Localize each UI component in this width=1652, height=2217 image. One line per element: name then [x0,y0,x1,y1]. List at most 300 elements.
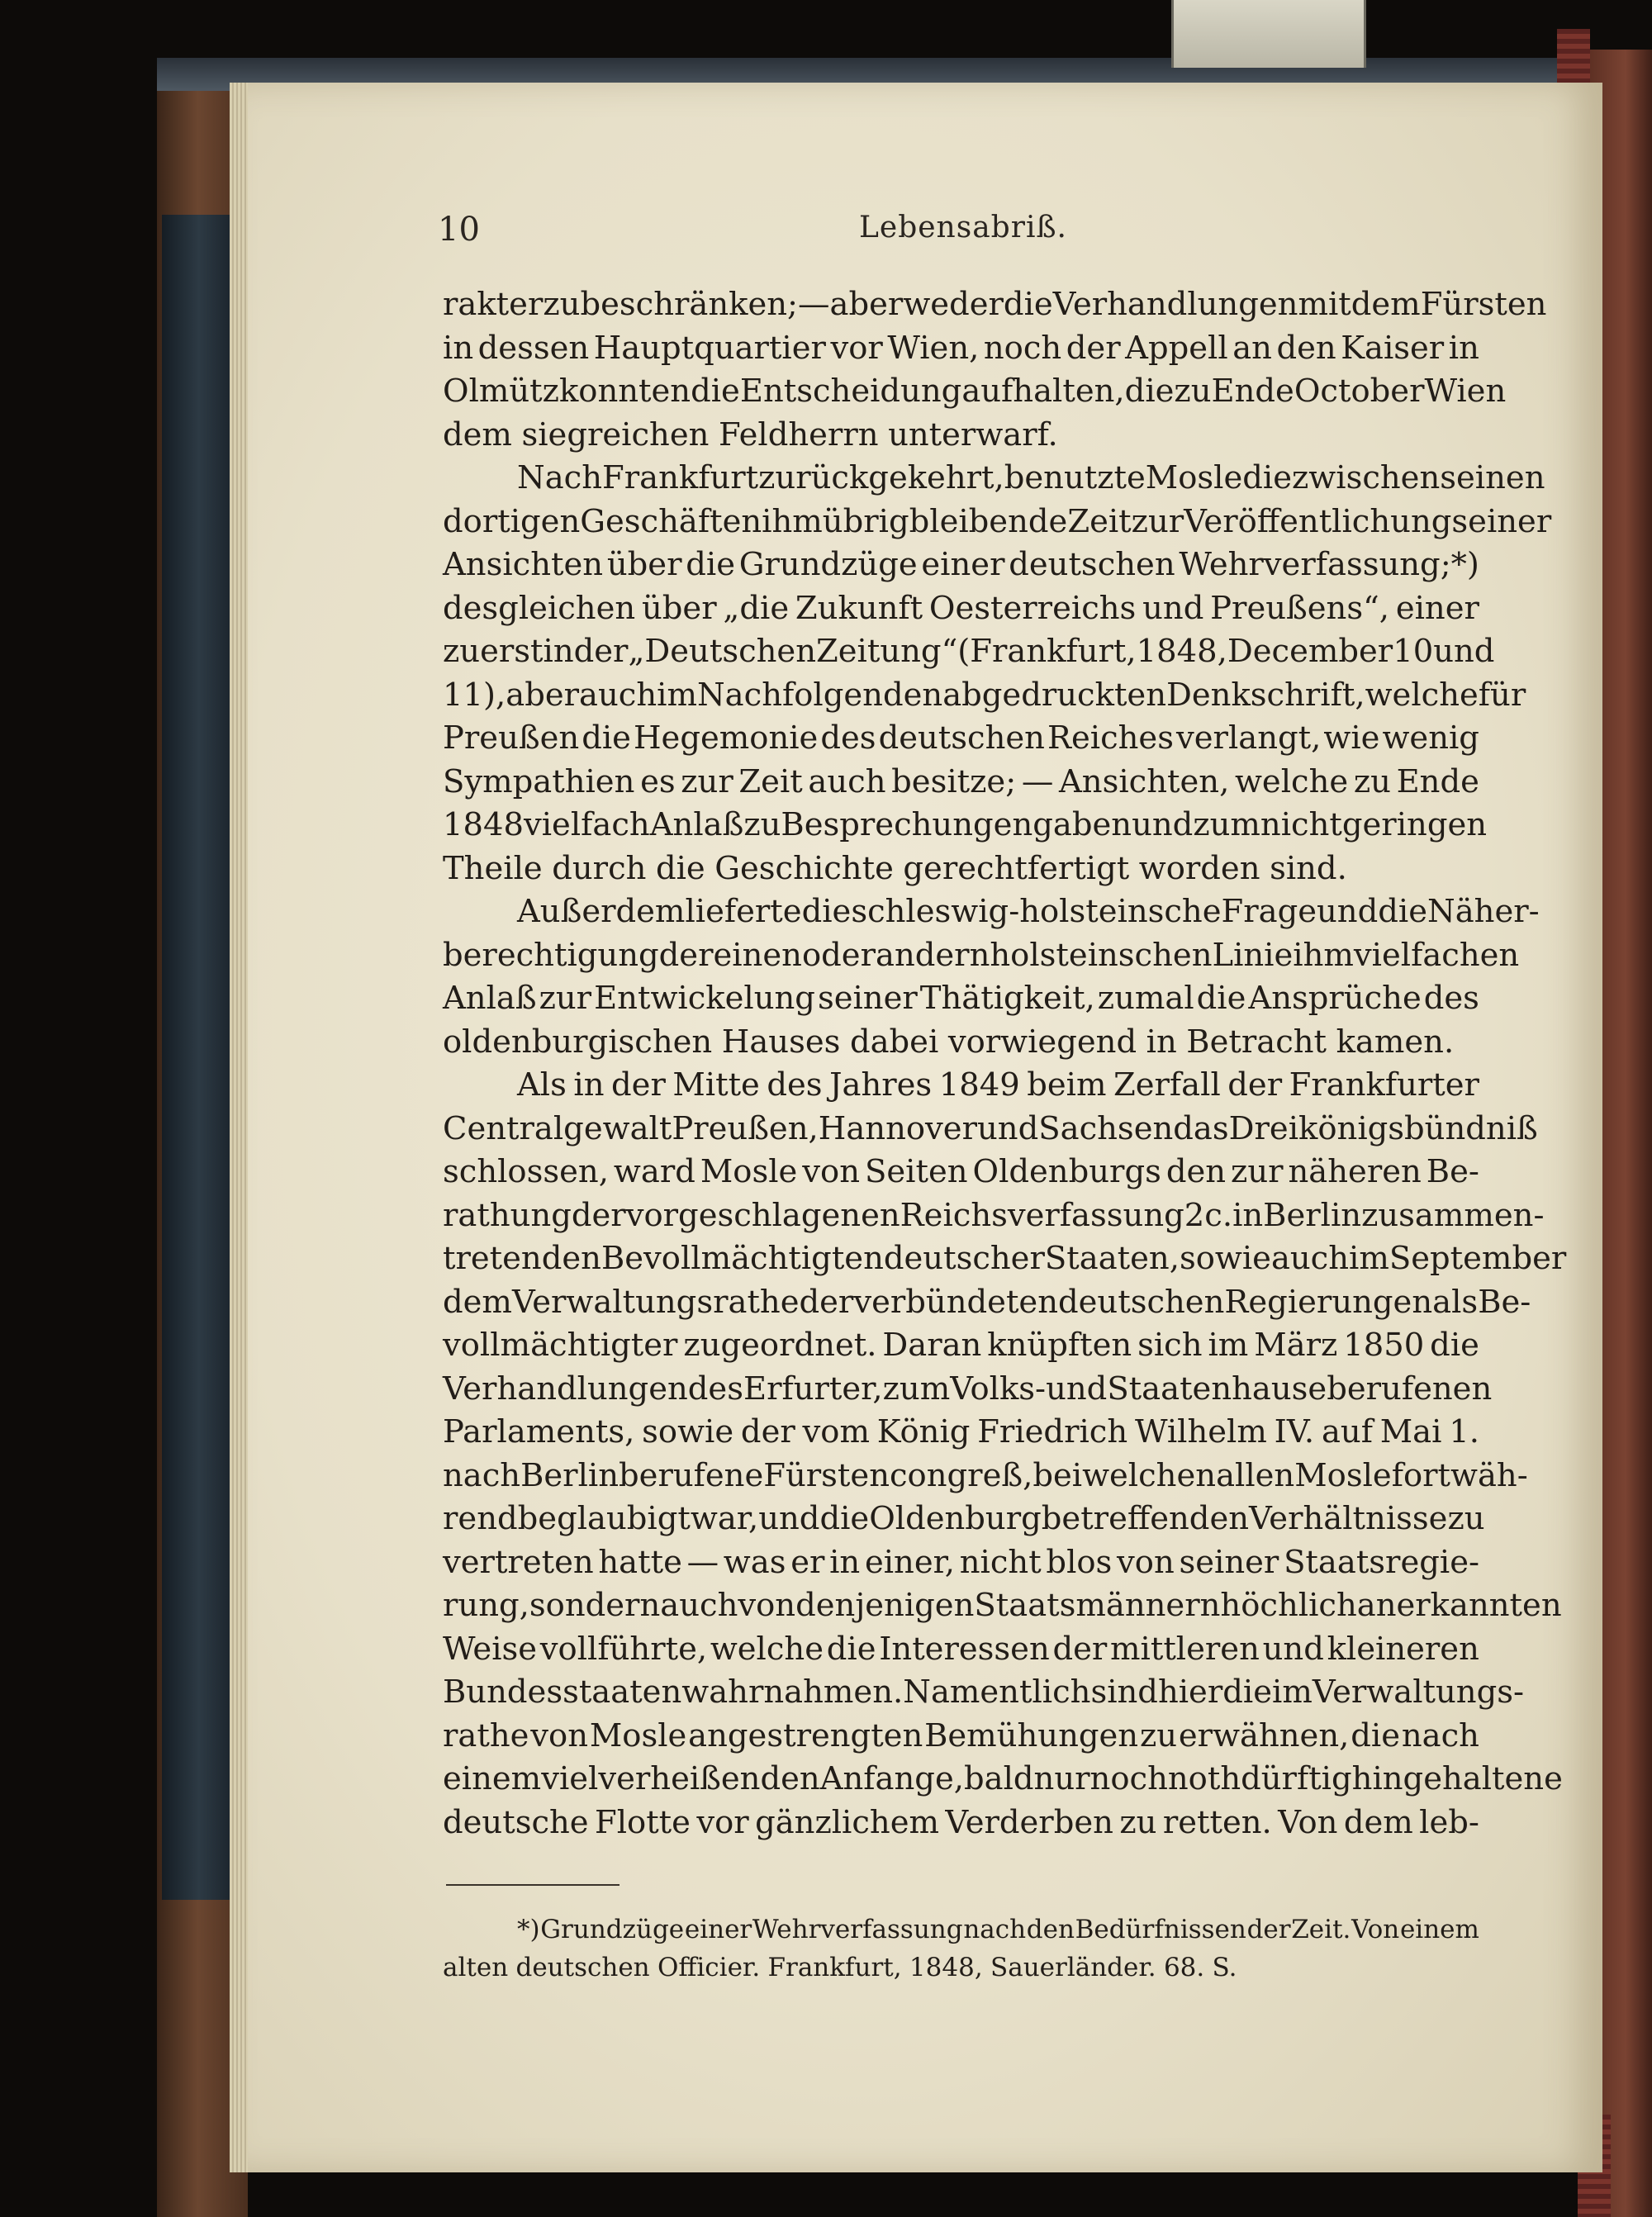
word: S. [1212,1953,1237,1982]
word: Theile [443,849,543,887]
word: ihm [1293,936,1354,974]
word: Entscheidung [739,373,962,410]
word: er [790,1543,825,1581]
word: Preußen [443,719,580,757]
word: Ende [1396,762,1479,800]
word: seiner [817,980,918,1017]
text-line [443,1541,1479,1585]
word: Bevollmächtigten [601,1240,884,1277]
word: Anlaß [443,980,537,1017]
text-line [443,761,1479,805]
word: die [1196,980,1246,1017]
word: angestrengten [688,1716,923,1754]
word: in [1448,329,1479,367]
word: zu [1139,1716,1178,1754]
word: höchlich [1220,1587,1357,1624]
word: berufenen [1327,1370,1493,1408]
word: in [543,633,574,670]
word: im [1349,1240,1389,1277]
body-text [443,283,1567,1844]
word: den [1276,329,1336,367]
word: Reichsverfassung [900,1196,1184,1234]
word: hingehaltene [1351,1760,1563,1797]
word: näheren [1288,1153,1422,1190]
word: oldenburgischen [443,1023,713,1061]
text-line [443,1194,1545,1238]
word: Frankfurt, [767,1953,902,1982]
word: unterwarf. [888,415,1058,453]
word: Staatenhause [1107,1370,1327,1408]
word: Preußen, [672,1109,819,1147]
word: der [799,1283,854,1321]
text-line [443,890,1540,934]
word: die [1242,459,1293,496]
text-line [443,1671,1524,1715]
word: und [1262,1630,1324,1668]
word: Feldherrn [718,415,879,453]
word: vielfach [523,806,650,843]
word: Verhandlungen [443,1370,688,1408]
word: Daran [882,1327,982,1364]
word: der [573,633,629,670]
word: März [1254,1327,1338,1364]
word: denjenigen [795,1587,975,1624]
word: Ansprüche [1248,980,1422,1017]
word: zur [539,980,592,1017]
word: Fürsten [1420,286,1547,323]
word: die [1430,1327,1479,1364]
bookmark-tab [1171,0,1366,68]
word: „die [723,589,790,627]
text-line [443,1584,1562,1628]
word: Ende [1211,373,1294,410]
word: 1850 [1343,1327,1425,1364]
word: 1848, [909,1953,983,1982]
word: in [1146,1023,1177,1061]
word: Ansichten, [1058,762,1230,800]
word: Flotte [595,1803,691,1841]
word: im [1208,1327,1249,1364]
word: Hauses [721,1023,841,1061]
word: dem [1351,286,1421,323]
text-line [443,1411,1479,1455]
word: einem [1399,1915,1479,1944]
word: vom [802,1413,870,1450]
word: Besprechungen [781,806,1033,843]
text-line [443,1151,1479,1194]
word: kamen. [1336,1023,1455,1061]
word: Wien [1424,373,1507,410]
word: tretenden [443,1240,601,1277]
word: Mosle [700,1153,798,1190]
word: Friedrich [977,1413,1128,1450]
word: des [687,1370,743,1408]
word: zu [1447,1500,1485,1537]
word: Veröffentlichung [1184,502,1452,540]
word: schleswig-holsteinsche [851,893,1222,930]
word: Zukunft [795,589,923,627]
word: des [820,719,876,757]
word: verlangt, [1176,719,1322,757]
text-line [443,934,1520,978]
word: dortigen [443,502,581,540]
word: September [1389,1240,1567,1277]
word: und [1317,893,1379,930]
word: leb- [1419,1803,1479,1841]
word: die [1378,893,1428,930]
word: auch [808,762,886,800]
word: Thätigkeit, [919,980,1095,1017]
word: für [1478,676,1526,714]
word: welche [1365,676,1479,714]
word: welche [1234,762,1349,800]
word: Verderben [945,1803,1113,1841]
book-spine-panel [162,215,236,1900]
word: aber [829,286,904,323]
word: Hegemonie [633,719,819,757]
word: Staatsmännern [974,1587,1221,1624]
word: oder [801,936,876,974]
word: Betracht [1186,1023,1327,1061]
word: im [657,676,697,714]
word: und [758,1500,820,1537]
word: nicht [959,1543,1042,1581]
word: Entwickelung [594,980,815,1017]
word: wie [1323,719,1380,757]
word: der [1227,1066,1283,1104]
word: rakter [443,286,544,323]
word: Mosle [589,1716,687,1754]
word: fortwäh- [1391,1456,1528,1494]
text-line [443,1021,1479,1065]
word: Seiten [865,1153,968,1190]
word: über [606,546,682,583]
word: deutschen [515,1953,650,1982]
word: sondern [529,1587,661,1624]
word: deutschen [1009,546,1175,583]
word: nur [1033,1760,1090,1797]
word: Als [517,1066,567,1104]
word: 2c. [1184,1196,1233,1234]
word: rathe [443,1716,529,1754]
word: auf [1321,1413,1373,1450]
word: in [1232,1196,1264,1234]
word: zur [1231,1153,1284,1190]
word: Nach [517,459,602,496]
word: Oldenburgs [972,1153,1161,1190]
word: die [826,1630,876,1668]
word: Be- [1426,1153,1479,1190]
word: alten [443,1953,509,1982]
word: Verwaltungsrathe [511,1283,800,1321]
text-line [443,1715,1479,1759]
word: zumal [1097,980,1194,1017]
word: 1848, [1136,633,1227,670]
word: Wilhelm [1134,1413,1267,1450]
word: Frankfurt [602,459,759,496]
word: rathung [443,1196,572,1234]
text-line [443,630,1495,674]
word: October [1294,373,1425,410]
word: Sympathien [443,762,635,800]
word: Hauptquartier [593,329,826,367]
text-line [443,1455,1528,1498]
word: im [1272,1673,1313,1711]
word: Frage [1221,893,1317,930]
word: konnten [558,373,691,410]
word: seinen [1440,459,1545,496]
word: einer [684,1915,752,1944]
text-line [443,544,1479,587]
word: ward [613,1153,695,1190]
word: Zeit [1067,502,1132,540]
word: der [740,1413,795,1450]
word: 10 [1393,633,1434,670]
text-line [443,1237,1567,1281]
word: vielfachen [1353,936,1520,974]
word: an [1232,329,1272,367]
word: Mitte [672,1066,760,1104]
word: Verwaltungs- [1312,1673,1524,1711]
word: zu [1119,1803,1157,1841]
word: holsteinschen [990,936,1213,974]
word: Von [1278,1803,1338,1841]
word: beschränken; [580,286,799,323]
text-line [443,674,1526,718]
word: gänzlichem [755,1803,940,1841]
word: Appell [1125,329,1228,367]
word: December [1227,633,1393,670]
word: vor [696,1803,749,1841]
word: *) [517,1915,540,1944]
word: Bundesstaaten [443,1673,682,1711]
word: Oldenburg [869,1500,1042,1537]
word: Geschäften [580,502,762,540]
word: war, [690,1500,759,1537]
word: vielverheißenden [541,1760,820,1797]
word: aber [506,676,580,714]
word: blos [1046,1543,1113,1581]
word: die [1124,373,1175,410]
word: 1848 [443,806,524,843]
word: seiner [1451,502,1552,540]
word: desgleichen [443,589,636,627]
word: der [1066,329,1121,367]
word: Fürstencongreß, [763,1456,1033,1494]
word: Geschichte [714,849,894,887]
word: noch [1089,1760,1168,1797]
word: Berlin [520,1456,620,1494]
word: Namentlich [903,1673,1091,1711]
word: Erfurter, [743,1370,883,1408]
text-line [443,1628,1479,1672]
word: dessen [477,329,590,367]
word: das [1173,1109,1229,1147]
word: Sauerländer. [990,1953,1156,1982]
word: gerechtfertigt [903,849,1130,887]
word: andern [876,936,990,974]
word: Dreikönigsbündniß [1228,1109,1538,1147]
word: gaben [1032,806,1132,843]
word: was [723,1543,786,1581]
word: bleibende [909,502,1068,540]
word: siegreichen [521,415,710,453]
word: betreffenden [1041,1500,1250,1537]
word: Weise [443,1630,538,1668]
word: Anlaß [649,806,744,843]
word: Zerfall [1113,1066,1221,1104]
word: Berlin [1263,1196,1362,1234]
word: Sachsen [1038,1109,1174,1147]
word: Ansichten [443,546,604,583]
footnote-rule [446,1884,620,1886]
word: nach [443,1456,521,1494]
word: 1. [1449,1413,1479,1450]
word: Anfange, [819,1760,964,1797]
word: einer, [864,1543,956,1581]
footnote [443,1911,1479,1987]
word: und [1046,1370,1108,1408]
word: berufene [619,1456,764,1494]
word: — [798,286,830,323]
word: — [1021,762,1054,800]
word: Zeit. [1291,1915,1351,1944]
word: nicht [1260,806,1342,843]
word: Kaiser [1341,329,1445,367]
word: Staaten, [1044,1240,1180,1277]
word: welche [710,1630,824,1668]
word: von [530,1716,588,1754]
text-line [443,977,1479,1021]
word: die [801,893,852,930]
text-line [443,1758,1563,1802]
word: Verhandlungen [1052,286,1298,323]
word: zwischen [1292,459,1441,496]
word: Parlaments, [443,1413,635,1450]
word: 1849 [938,1066,1020,1104]
text-line [443,414,1479,458]
word: die [686,546,735,583]
word: Wehrverfassung [752,1915,963,1944]
word: Interessen [879,1630,1050,1668]
word: und [1132,806,1194,843]
word: rend [443,1500,518,1537]
word: sind [1090,1673,1158,1711]
word: Wehrverfassung;*) [1179,546,1479,583]
word: knüpften [987,1327,1132,1364]
word: den [1026,1915,1075,1944]
word: Außerdem [517,893,686,930]
word: bei [1032,1456,1083,1494]
word: anerkannten [1356,1587,1562,1624]
word: retten. [1162,1803,1272,1841]
word: Olmütz [443,373,559,410]
word: die [655,849,705,887]
word: vor [830,329,883,367]
text-line [443,1281,1531,1325]
word: kleineren [1327,1630,1479,1668]
word: König [876,1413,971,1450]
word: durch [552,849,647,887]
word: Grundzüge [738,546,918,583]
word: von [1117,1543,1175,1581]
text-line [443,283,1547,327]
word: Frankfurter [1289,1066,1479,1104]
word: seiner [1179,1543,1279,1581]
word: einen [713,936,802,974]
text-line [443,587,1479,631]
word: zu [1353,762,1391,800]
word: abgedruckten [942,676,1167,714]
word: dem [443,415,512,453]
word: rung, [443,1587,529,1624]
word: Reiches [1047,719,1174,757]
word: aufhalten, [961,373,1125,410]
word: Volks- [950,1370,1047,1408]
word: der [611,1066,666,1104]
text-line [443,1064,1479,1108]
word: die [1351,1716,1400,1754]
word: wahrnahmen. [681,1673,904,1711]
word: Denkschrift, [1166,676,1365,714]
word: die [1222,1673,1273,1711]
text-line [443,847,1479,891]
word: zusammen- [1361,1196,1545,1234]
word: allen [1216,1456,1295,1494]
word: erwähnen, [1178,1716,1350,1754]
word: auch [660,1587,738,1624]
word: von [802,1153,861,1190]
word: deutsche [443,1803,589,1841]
word: der [1052,1630,1108,1668]
word: Von [1351,1915,1400,1944]
word: und [977,1109,1039,1147]
word: der [571,1196,626,1234]
word: auch [579,676,657,714]
word: Mosle [1145,459,1243,496]
word: Bedürfnissen [1075,1915,1246,1944]
word: über [641,589,717,627]
word: die [1003,286,1053,323]
word: den [1165,1153,1227,1190]
word: in [829,1543,861,1581]
word: IV. [1274,1413,1315,1450]
word: zurückgekehrt, [758,459,1004,496]
word: Zeitung“ [816,633,958,670]
word: zugeordnet. [683,1327,877,1364]
word: benutzte [1004,459,1146,496]
text-line [443,1498,1485,1541]
word: die [691,373,740,410]
word: Mai [1379,1413,1442,1450]
word: Verhältnisse [1249,1500,1448,1537]
word: sowie [1179,1240,1271,1277]
word: übrig [822,502,909,540]
word: — [686,1543,719,1581]
word: in [573,1066,605,1104]
word: besitze; [891,762,1017,800]
text-line [443,1368,1493,1412]
word: vorgeschlagenen [625,1196,900,1234]
word: schlossen, [443,1153,609,1190]
word: hier [1157,1673,1223,1711]
word: sich [1137,1327,1203,1364]
word: Bemühungen [924,1716,1139,1754]
word: deutscher [883,1240,1045,1277]
word: und [1142,589,1204,627]
word: Linie [1212,936,1294,974]
word: auch [1270,1240,1350,1277]
